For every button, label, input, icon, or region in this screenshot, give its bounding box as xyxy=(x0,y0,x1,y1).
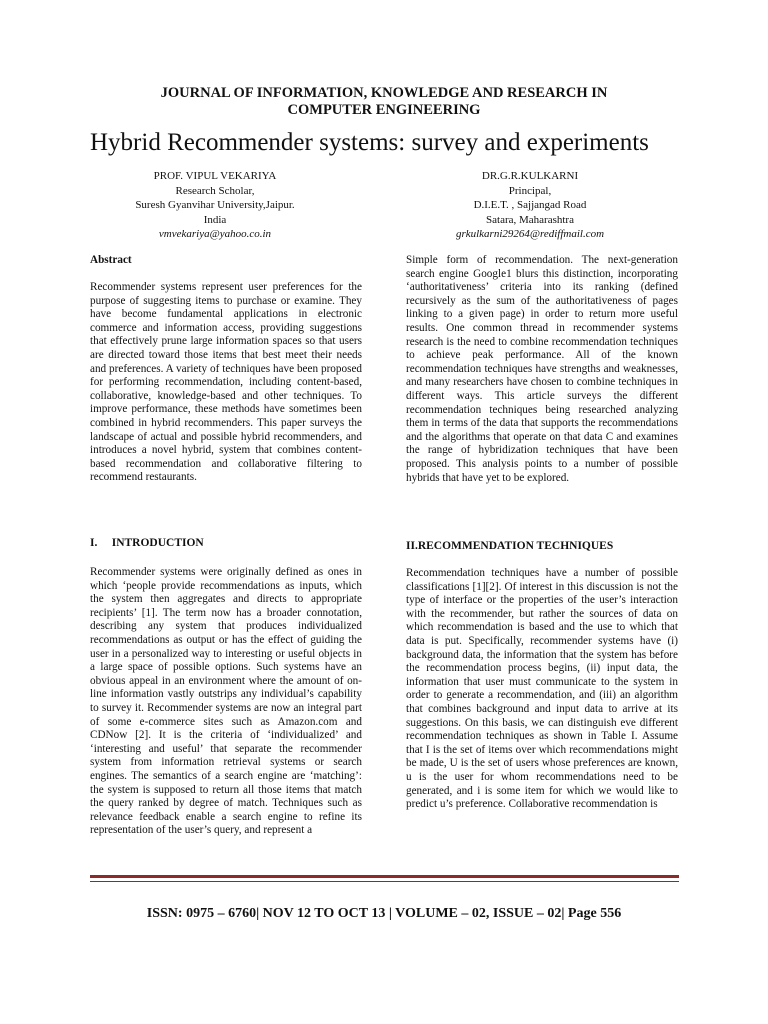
author-block-2 xyxy=(400,169,660,242)
footer-rule-thin xyxy=(90,881,679,882)
techniques-heading: II.RECOMMENDATION TECHNIQUES xyxy=(406,540,614,552)
author-role: Research Scholar, xyxy=(175,184,255,197)
author-affiliation: D.I.E.T. , Sajjangad Road xyxy=(473,199,587,211)
footer-rule-thick xyxy=(90,875,679,878)
journal-name-line1: JOURNAL OF INFORMATION, KNOWLEDGE AND RESEARCH IN xyxy=(160,85,608,101)
author-location: Satara, Maharashtra xyxy=(486,213,574,226)
journal-name-line2: COMPUTER ENGINEERING xyxy=(287,102,481,118)
author-email[interactable]: vmvekariya@yahoo.co.in xyxy=(158,228,272,240)
techniques-text: Recommendation techniques have a number of possible classifications [1][2]. Of interest in this discussion is not the type of interface or the properties of the user’s interaction with the recommender, but rather the sources of data on which recommendation is based and the use to which that data is put. Specifically, recommender systems have (i) background data, the information that the system has before the recommendation process begins, (ii) input data, the information that user must communicate to the system in order to generate a recommendation, and (iii) an algorithm that combines background and input data to arrive at its suggestions. On this basis, we can distinguish eve different recommendation techniques as shown in Table I. Assume that I is the set of items over which recommendations might be made, U is the set of users whose preferences are known, u is the user for whom recommendations need to be generated, and i is some item for which we would like to predict u’s preference. Collaborative recommendation is xyxy=(406,567,678,811)
page-footer: ISSN: 0975 – 6760| NOV 12 TO OCT 13 | VOLUME – 02, ISSUE – 02| Page 556 xyxy=(146,906,622,921)
right-column-text: Simple form of recommendation. The next-generation search engine Google1 blurs this distinction, incorporating ‘authoritativeness’ criteria into its ranking (defined recursively as the sum of the authoritativeness of pages linking to a given page) in order to return more useful results. One common thread in recommender systems research is the need to combine recommendation techniques to achieve peak performance. All of the known recommendation techniques have strengths and weaknesses, and many researchers have chosen to combine techniques in different ways. This article surveys the different recommendation techniques being researched analyzing them in terms of the data that supports the recommendations and the algorithms that operate on that data C and examines the range of hybridization techniques that have been proposed. This analysis points to a number of possible hybrids that have yet to be explored. xyxy=(406,254,678,484)
author-name: PROF. VIPUL VEKARIYA xyxy=(153,170,277,182)
introduction-text: Recommender systems were originally defined as ones in which ‘people provide recommendations as inputs, which the system then aggregates and directs to appropriate recipients’ [1]. The term now has a broader connotation, describing any system that produces individualized recommendations as output or has the effect of guiding the user in a personalized way to interesting or useful objects in a large space of possible options. Such systems have an obvious appeal in an environment where the amount of on-line information vastly outstrips any individual’s capability to survey it. Recommender systems are now an integral part of some e-commerce sites such as Amazon.com and CDNow [2]. It is the criteria of ‘individualized’ and ‘interesting and useful’ that separate the recommender system from information retrieval systems or search engines. The semantics of a search engine are ‘matching’: the system is supposed to return all those items that match the query ranked by degree of match. Techniques such as relevance feedback enable a search engine to refine its representation of the user’s query, and represent a xyxy=(90,566,362,837)
introduction-heading: I. INTRODUCTION xyxy=(90,537,204,549)
author-role: Principal, xyxy=(508,184,552,197)
abstract-heading: Abstract xyxy=(90,254,132,266)
author-name: DR.G.R.KULKARNI xyxy=(481,170,579,182)
paper-title: Hybrid Recommender systems: survey and experiments xyxy=(90,129,649,156)
author-block-1 xyxy=(100,169,330,242)
author-email[interactable]: grkulkarni29264@rediffmail.com xyxy=(455,228,605,240)
journal-header xyxy=(0,85,768,119)
abstract-text: Recommender systems represent user preferences for the purpose of suggesting items to purchase or examine. They have become fundamental applications in electronic commerce and information access, providing suggestions that effectively prune large information spaces so that users are directed toward those items that best meet their needs and preferences. A variety of techniques have been proposed for performing recommendation, including content-based, collaborative, knowledge-based and other techniques. To improve performance, these methods have sometimes been combined in hybrid recommenders. This paper surveys the landscape of actual and possible hybrid recommenders, and introduces a novel hybrid, system that combines content-based recommendation and collaborative filtering to recommend restaurants. xyxy=(90,281,362,484)
author-affiliation: Suresh Gyanvihar University,Jaipur. xyxy=(135,199,295,211)
author-location: India xyxy=(203,213,227,226)
